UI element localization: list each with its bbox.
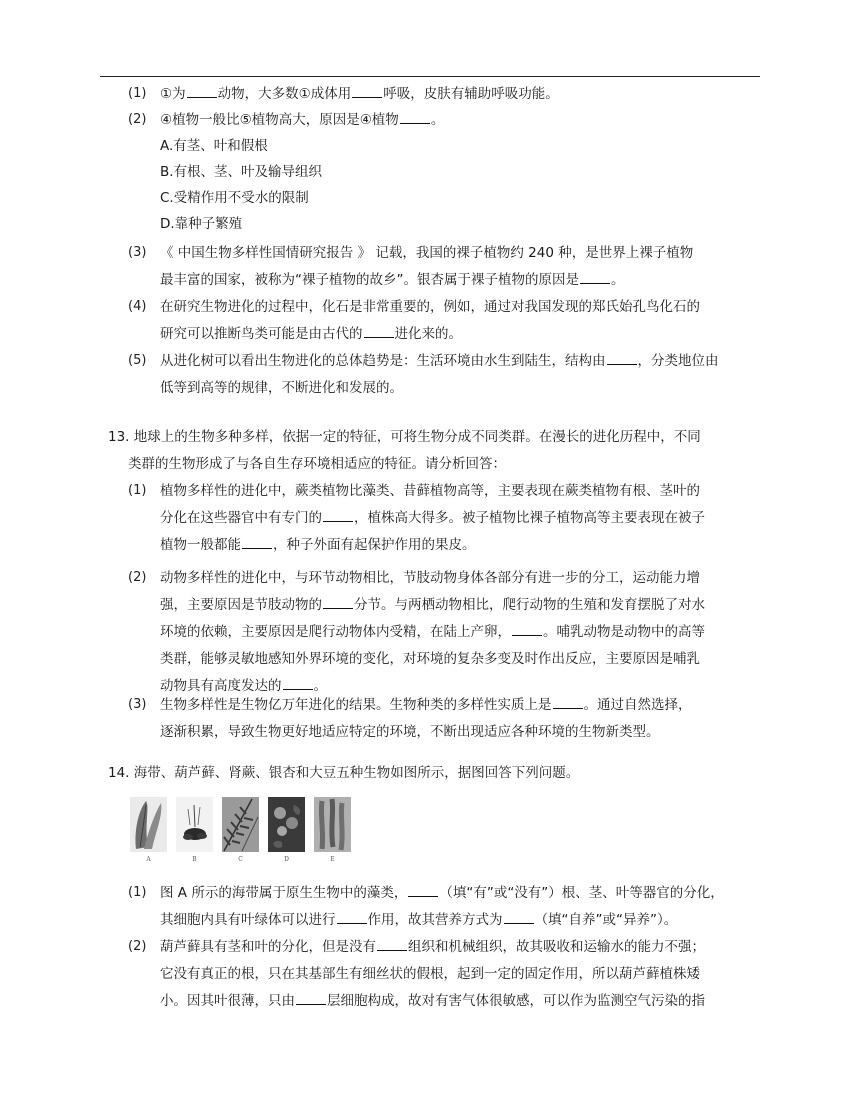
photo-c-fern (222, 797, 259, 852)
q13-stem-line2: 类群的生物形成了与各自生存环境相适应的特征。请分析回答： (128, 456, 506, 472)
q14-1-line1: 图 A 所示的海带属于原生生物中的藻类， （填“有”或“没有”）根、茎、叶等器官的分化， (160, 880, 724, 907)
photo-label-e: E (330, 856, 335, 863)
answer-blank[interactable] (504, 909, 534, 924)
q14-stem: 14. 海带、葫芦藓、肾蕨、银杏和大豆五种生物如图所示，据图回答下列问题。 (108, 765, 580, 781)
photo-e-soybean (314, 797, 351, 852)
q13-1-line2: 分化在这些器官中有专门的 ，植株高大得多。被子植物比裸子植物高等主要表现在被子 (160, 505, 705, 532)
q13-2-line5: 动物具有高度发达的 。 (160, 673, 327, 700)
q13-3-line2: 逐渐积累，导致生物更好地适应特定的环境，不断出现适应各种环境的生物新类型。 (160, 724, 660, 740)
q12-5-number: (5) (128, 353, 147, 368)
answer-blank[interactable] (352, 83, 382, 98)
q12-2-option-d: D.靠种子繁殖 (160, 216, 243, 232)
q13-1-line1: 植物多样性的进化中，蕨类植物比藻类、昔藓植物高等，主要表现在蕨类植物有根、茎叶的 (160, 483, 700, 499)
q12-2-option-a: A.有茎、叶和假根 (160, 138, 268, 154)
q12-3-line1: 《 中国生物多样性国情研究报告 》 记载，我国的裸子植物约 240 种，是世界上裸子植物 (160, 245, 694, 261)
photo-label-c: C (238, 856, 243, 863)
q13-1-number: (1) (128, 483, 147, 498)
answer-blank[interactable] (242, 534, 272, 549)
photo-label-a: A (146, 856, 151, 863)
q14-2-number: (2) (128, 939, 147, 954)
answer-blank[interactable] (323, 594, 353, 609)
q14-2-line1: 葫芦藓具有茎和叶的分化，但是没有 组织和机械组织，故其吸收和运输水的能力不强； (160, 934, 705, 961)
q12-2-option-b: B.有根、茎、叶及输导组织 (160, 164, 323, 180)
answer-blank[interactable] (553, 694, 583, 709)
q12-4-number: (4) (128, 299, 147, 314)
q13-3-number: (3) (128, 697, 147, 712)
q14-2-line3: 小。因其叶很薄，只由 层细胞构成，故对有害气体很敏感，可以作为监测空气污染的指 (160, 988, 705, 1015)
q12-1-text: ①为 动物，大多数①成体用 呼吸，皮肤有辅助呼吸功能。 (160, 81, 559, 108)
header-rule (100, 76, 760, 77)
q13-2-line3: 环境的依赖，主要原因是爬行动物体内受精，在陆上产卵， 。哺乳动物是动物中的高等 (160, 619, 705, 646)
answer-blank[interactable] (187, 83, 217, 98)
q14-1-number: (1) (128, 885, 147, 900)
q13-2-line1: 动物多样性的进化中，与环节动物相比，节肢动物身体各部分有进一步的分工，运动能力增 (160, 570, 700, 586)
q12-1-number: (1) (128, 86, 147, 101)
answer-blank[interactable] (408, 882, 438, 897)
q12-2-text: ④植物一般比⑤植物高大，原因是④植物 。 (160, 107, 444, 134)
answer-blank[interactable] (296, 990, 326, 1005)
answer-blank[interactable] (580, 269, 610, 284)
answer-blank[interactable] (512, 621, 542, 636)
q13-2-line4: 类群，能够灵敏地感知外界环境的变化，对环境的复杂多变及时作出反应，主要原因是哺乳 (160, 651, 700, 667)
q13-3-line1: 生物多样性是生物亿万年进化的结果。生物种类的多样性实质上是 。通过自然选择， (160, 692, 692, 719)
q12-2-option-c: C.受精作用不受水的限制 (160, 190, 309, 206)
q12-5-line2: 低等到高等的规律，不断进化和发展的。 (160, 380, 403, 396)
q13-2-number: (2) (128, 570, 147, 585)
photo-a-kelp (130, 797, 167, 852)
specimen-photos (130, 797, 350, 867)
photo-b-moss (176, 797, 213, 852)
q14-1-line2: 其细胞内具有叶绿体可以进行 作用，故其营养方式为 （填“自养”或“异养”）。 (160, 907, 677, 934)
q12-3-number: (3) (128, 245, 147, 260)
q13-2-line2: 强，主要原因是节肢动物的 分节。与两栖动物相比，爬行动物的生殖和发育摆脱了对水 (160, 592, 705, 619)
answer-blank[interactable] (377, 936, 407, 951)
answer-blank[interactable] (400, 109, 430, 124)
photo-d-ginkgo (268, 797, 305, 852)
q12-4-line1: 在研究生物进化的过程中，化石是非常重要的，例如，通过对我国发现的郑氏始孔鸟化石的 (160, 299, 700, 315)
q14-2-line2: 它没有真正的根，只在其基部生有细丝状的假根，起到一定的固定作用，所以葫芦藓植株矮 (160, 966, 700, 982)
photo-label-b: B (192, 856, 197, 863)
answer-blank[interactable] (323, 507, 353, 522)
q13-stem-line1: 13. 地球上的生物多种多样，依据一定的特征，可将生物分成不同类群。在漫长的进化历程中，不同 (108, 429, 701, 445)
q12-3-line2: 最丰富的国家，被称为“裸子植物的故乡”。银杏属于裸子植物的原因是 。 (160, 267, 625, 294)
answer-blank[interactable] (607, 350, 637, 365)
q12-5-line1: 从进化树可以看出生物进化的总体趋势是：生活环境由水生到陆生，结构由 ，分类地位由 (160, 348, 719, 375)
q12-2-number: (2) (128, 112, 147, 127)
q12-4-line2: 研究可以推断鸟类可能是由古代的 进化来的。 (160, 321, 462, 348)
answer-blank[interactable] (337, 909, 367, 924)
photo-label-d: D (284, 856, 289, 863)
answer-blank[interactable] (283, 675, 313, 690)
answer-blank[interactable] (364, 323, 394, 338)
q13-1-line3: 植物一般都能 ，种子外面有起保护作用的果皮。 (160, 532, 476, 559)
